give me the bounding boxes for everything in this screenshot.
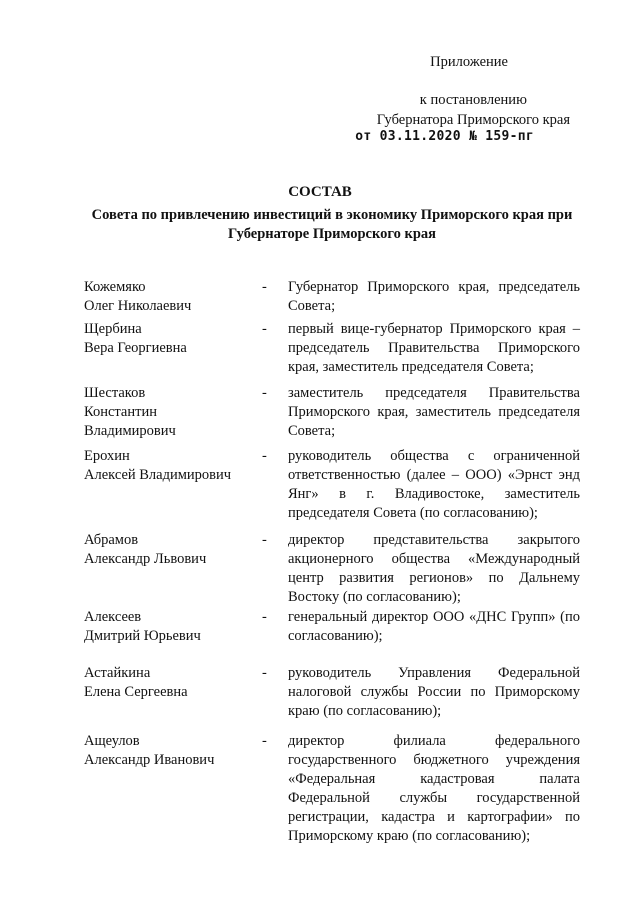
member-role: генеральный директор ООО «ДНС Групп» (по согласованию); bbox=[288, 609, 580, 644]
dash-separator: - bbox=[262, 321, 267, 337]
to-resolution-line: к постановлению bbox=[419, 92, 527, 108]
member-row bbox=[84, 447, 580, 531]
member-role: первый вице-губернатор Приморского края – председатель Правительства Приморского края, заместитель председателя Совета; bbox=[288, 321, 580, 375]
member-given-name: Константин bbox=[84, 404, 157, 420]
member-role: директор представительства закрытого акционерного общества «Международный центр развития регионов» по Дальнему Востоку (по согласованию); bbox=[288, 532, 580, 605]
member-role: заместитель председателя Правительства Приморского края, заместитель председателя Совета; bbox=[288, 385, 580, 439]
resolution-number: от 03.11.2020 № 159-пг bbox=[355, 129, 534, 144]
member-row bbox=[84, 664, 580, 732]
member-name bbox=[84, 531, 262, 608]
member-row bbox=[84, 732, 580, 852]
member-surname: Ащеулов bbox=[84, 733, 140, 749]
member-role: Губернатор Приморского края, председатель Совета; bbox=[288, 279, 580, 314]
member-given-name: Елена Сергеевна bbox=[84, 684, 188, 700]
member-given-name: Алексей Владимирович bbox=[84, 467, 232, 483]
member-name bbox=[84, 447, 262, 531]
member-row bbox=[84, 278, 580, 320]
member-surname: Шестаков bbox=[84, 385, 146, 401]
dash-separator: - bbox=[262, 733, 267, 749]
member-surname: Абрамов bbox=[84, 532, 139, 548]
member-given-name: Вера Георгиевна bbox=[84, 340, 187, 356]
appendix-reference bbox=[377, 90, 570, 130]
dash-separator: - bbox=[262, 279, 267, 295]
member-given-name: Олег Николаевич bbox=[84, 298, 192, 314]
dash-separator: - bbox=[262, 385, 267, 401]
member-row bbox=[84, 531, 580, 608]
member-name bbox=[84, 608, 262, 664]
member-role: директор филиала федерального государственного бюджетного учреждения «Федеральная кадастровая палата Федеральной службы государственной регистрации, кадастра и картографии» по Приморскому краю (по согласованию); bbox=[288, 733, 580, 844]
member-surname: Алексеев bbox=[84, 609, 142, 625]
member-surname: Кожемяко bbox=[84, 279, 146, 295]
subtitle-line-1: Совета по привлечению инвестиций в экономику Приморского края при bbox=[91, 207, 573, 223]
document-subtitle bbox=[84, 206, 580, 244]
member-given-name: Александр Львович bbox=[84, 551, 207, 567]
member-name bbox=[84, 384, 262, 447]
member-name bbox=[84, 732, 262, 852]
member-row bbox=[84, 384, 580, 447]
subtitle-line-2: Губернаторе Приморского края bbox=[228, 226, 436, 242]
member-patronymic: Владимирович bbox=[84, 423, 176, 439]
document-title: СОСТАВ bbox=[288, 184, 352, 200]
dash-separator: - bbox=[262, 448, 267, 464]
member-given-name: Александр Иванович bbox=[84, 752, 215, 768]
member-given-name: Дмитрий Юрьевич bbox=[84, 628, 201, 644]
member-name bbox=[84, 664, 262, 732]
member-role: руководитель общества с ограниченной ответственностью (далее – ООО) «Эрнст энд Янг» в г. Владивостоке, заместитель председателя Совета (по согласованию); bbox=[288, 448, 580, 521]
dash-separator: - bbox=[262, 532, 267, 548]
member-name bbox=[84, 320, 262, 384]
member-surname: Ерохин bbox=[84, 448, 130, 464]
dash-separator: - bbox=[262, 609, 267, 625]
dash-separator: - bbox=[262, 665, 267, 681]
member-surname: Астайкина bbox=[84, 665, 151, 681]
governor-line: Губернатора Приморского края bbox=[376, 112, 570, 128]
member-surname: Щербина bbox=[84, 321, 142, 337]
appendix-label: Приложение bbox=[430, 54, 508, 70]
member-row bbox=[84, 608, 580, 664]
member-row bbox=[84, 320, 580, 384]
member-name bbox=[84, 278, 262, 320]
member-role: руководитель Управления Федеральной налоговой службы России по Приморскому краю (по согласованию); bbox=[288, 665, 580, 719]
members-list bbox=[84, 278, 580, 852]
